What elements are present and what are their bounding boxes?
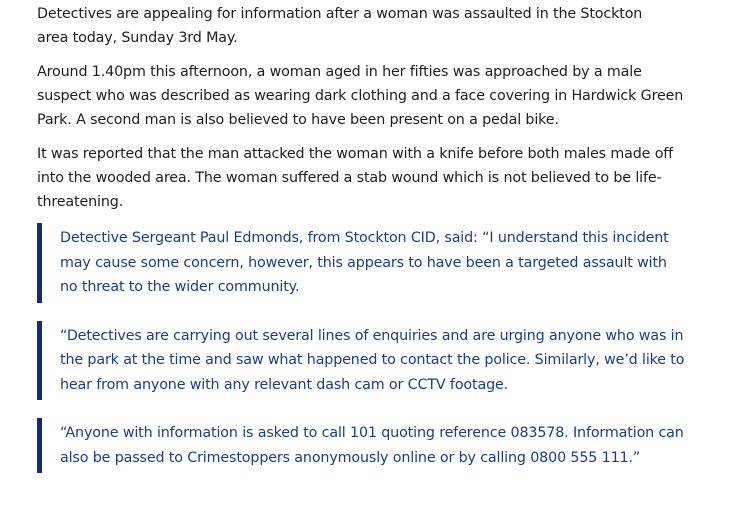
paragraph-attack: It was reported that the man attacked the woman with a knife before both males made off into the wooded area. The woman suffered a stab wound which is not believed to be life-threatening. (37, 146, 674, 210)
paragraph-incident: Around 1.40pm this afternoon, a woman aged in her fifties was approached by a male suspect who was described as wearing dark clothing and a face covering in Hardwick Green Park. A second man is also believed to have been present on a pedal bike. (37, 64, 684, 128)
quote-bar (37, 223, 42, 303)
paragraph-intro: Detectives are appealing for information after a woman was assaulted in the Stockton area today, Sunday 3rd May. (37, 6, 643, 46)
blockquote-statement (37, 223, 685, 303)
quote-text: Detective Sergeant Paul Edmonds, from Stockton CID, said: “I understand this incident may cause some concern, however, this appears to have been a targeted assault with no threat to the wider community. (60, 230, 669, 295)
quote-bar (37, 321, 42, 401)
blockquote-contact (37, 418, 685, 473)
blockquote-enquiries (37, 321, 685, 401)
quote-text: “Anyone with information is asked to call 101 quoting reference 083578. Information can also be passed to Crimestoppers anonymously online or by calling 0800 555 111.” (60, 425, 684, 466)
quote-text: “Detectives are carrying out several lines of enquiries and are urging anyone who was in the park at the time and saw what happened to contact the police. Similarly, we’d like to hear from anyone with any relevant dash cam or CCTV footage. (60, 327, 685, 393)
quote-bar (37, 418, 42, 473)
article-body (37, 2, 745, 473)
